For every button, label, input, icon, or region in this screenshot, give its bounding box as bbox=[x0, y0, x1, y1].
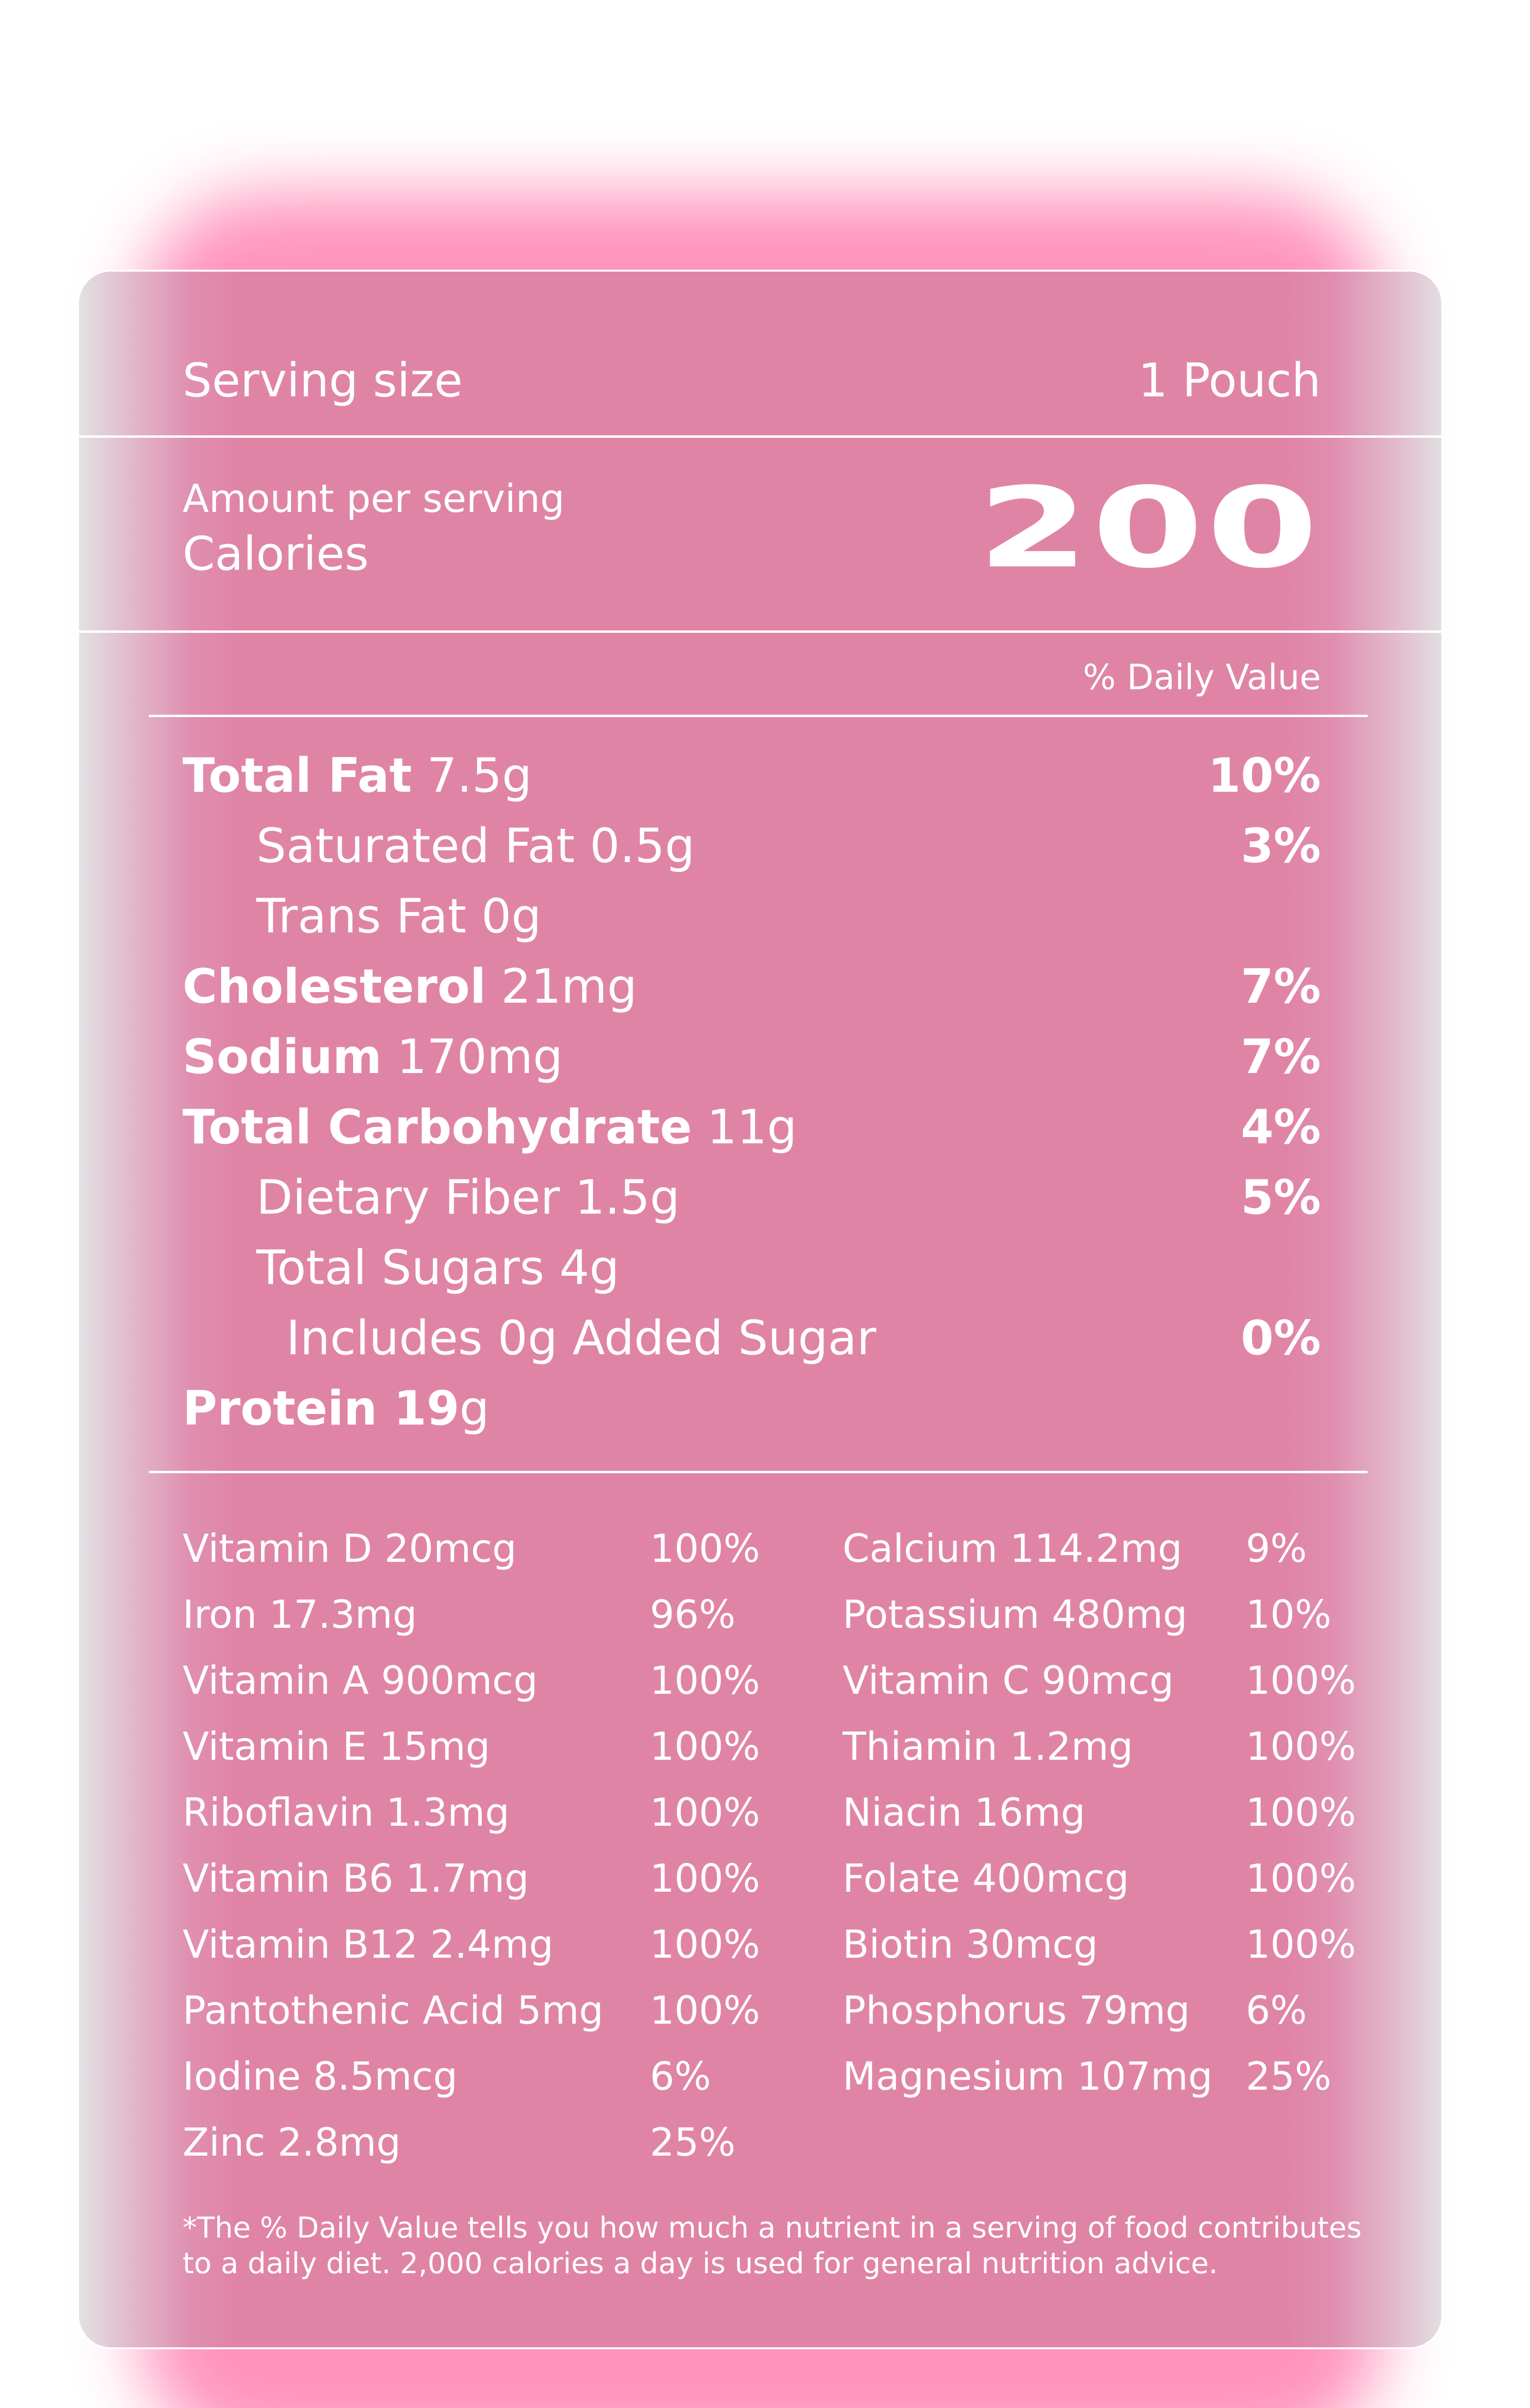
calories-label: Calories bbox=[183, 527, 369, 581]
nutrient-row-protein bbox=[183, 1381, 489, 1436]
vitamin-left-dv: 100% bbox=[650, 1790, 760, 1835]
vitamin-right-dv: 10% bbox=[1246, 1592, 1332, 1637]
vitamin-right-name: Thiamin 1.2mg bbox=[843, 1724, 1134, 1769]
nutrient-amount: 4g bbox=[559, 1241, 620, 1296]
vitamin-left-dv: 100% bbox=[650, 1922, 760, 1967]
nutrient-name: Sodium bbox=[183, 1030, 382, 1085]
nutrient-name: Protein 19 bbox=[183, 1381, 460, 1436]
divider-calories bbox=[79, 630, 1443, 633]
nutrient-amount: 21mg bbox=[501, 959, 637, 1014]
nutrient-amount: 1.5g bbox=[575, 1170, 680, 1225]
nutrient-amount: 11g bbox=[707, 1100, 797, 1155]
vitamin-right-dv: 100% bbox=[1246, 1658, 1356, 1703]
vitamin-right-dv: 100% bbox=[1246, 1724, 1356, 1769]
calories-value: 200 bbox=[977, 464, 1321, 593]
nutrient-amount: 170mg bbox=[396, 1030, 563, 1085]
nutrient-name: Cholesterol bbox=[183, 959, 486, 1014]
vitamin-left-dv: 25% bbox=[650, 2120, 736, 2165]
daily-value-header: % Daily Value bbox=[1082, 657, 1321, 697]
divider-vitamins bbox=[149, 1471, 1368, 1473]
nutrient-name: Total Carbohydrate bbox=[183, 1100, 692, 1155]
vitamin-left-dv: 100% bbox=[650, 1658, 760, 1703]
vitamin-right-dv: 100% bbox=[1246, 1922, 1356, 1967]
nutrient-dv-cholesterol: 7% bbox=[1240, 959, 1321, 1014]
vitamin-left-dv: 100% bbox=[650, 1856, 760, 1901]
nutrient-row-total-fat bbox=[183, 748, 532, 803]
vitamin-left-dv: 100% bbox=[650, 1526, 760, 1571]
vitamin-right-dv: 9% bbox=[1246, 1526, 1307, 1571]
vitamin-left-dv: 100% bbox=[650, 1724, 760, 1769]
nutrient-dv-added-sugar: 0% bbox=[1240, 1311, 1321, 1366]
footnote-line-1: *The % Daily Value tells you how much a nutrient in a serving of food contributes bbox=[183, 2211, 1362, 2245]
vitamin-right-dv: 25% bbox=[1246, 2054, 1332, 2099]
vitamin-left-name: Vitamin B6 1.7mg bbox=[183, 1856, 529, 1901]
vitamin-right-name: Folate 400mcg bbox=[843, 1856, 1129, 1901]
nutrient-row-sodium bbox=[183, 1030, 563, 1085]
vitamin-right-name: Magnesium 107mg bbox=[843, 2054, 1213, 2099]
vitamin-right-dv: 100% bbox=[1246, 1856, 1356, 1901]
serving-size-label: Serving size bbox=[183, 353, 463, 407]
divider-dv-header bbox=[149, 715, 1368, 717]
nutrition-facts-card bbox=[77, 270, 1443, 2349]
nutrient-amount: 0.5g bbox=[590, 819, 695, 874]
nutrient-amount: 0g bbox=[481, 889, 541, 944]
nutrient-name: Total Sugars bbox=[256, 1241, 544, 1296]
vitamin-right-name: Vitamin C 90mcg bbox=[843, 1658, 1174, 1703]
nutrient-name: Includes 0g Added Sugar bbox=[286, 1311, 876, 1366]
vitamin-left-name: Riboflavin 1.3mg bbox=[183, 1790, 510, 1835]
vitamin-right-name: Phosphorus 79mg bbox=[843, 1988, 1190, 2033]
nutrient-dv-saturated-fat: 3% bbox=[1240, 819, 1321, 874]
nutrient-dv-total-fat: 10% bbox=[1208, 748, 1321, 803]
vitamin-right-name: Potassium 480mg bbox=[843, 1592, 1187, 1637]
nutrient-name: Dietary Fiber bbox=[256, 1170, 560, 1225]
vitamin-right-name: Biotin 30mcg bbox=[843, 1922, 1098, 1967]
vitamin-right-dv: 6% bbox=[1246, 1988, 1307, 2033]
vitamin-left-name: Vitamin B12 2.4mg bbox=[183, 1922, 554, 1967]
nutrient-amount: 7.5g bbox=[427, 748, 532, 803]
footnote-line-2: to a daily diet. 2,000 calories a day is used for general nutrition advice. bbox=[183, 2247, 1218, 2280]
vitamin-right-name: Calcium 114.2mg bbox=[843, 1526, 1183, 1571]
vitamin-right-name: Niacin 16mg bbox=[843, 1790, 1085, 1835]
nutrient-name: Total Fat bbox=[183, 748, 412, 803]
nutrient-row-trans-fat bbox=[256, 889, 541, 944]
nutrient-row-total-sugars bbox=[256, 1241, 620, 1296]
nutrient-dv-sodium: 7% bbox=[1240, 1030, 1321, 1085]
vitamin-left-dv: 6% bbox=[650, 2054, 711, 2099]
nutrient-name: Trans Fat bbox=[256, 889, 466, 944]
vitamin-left-name: Vitamin E 15mg bbox=[183, 1724, 490, 1769]
nutrient-amount: g bbox=[459, 1381, 489, 1436]
nutrient-row-added-sugar bbox=[286, 1311, 876, 1366]
vitamin-left-name: Iodine 8.5mcg bbox=[183, 2054, 458, 2099]
vitamin-left-name: Zinc 2.8mg bbox=[183, 2120, 401, 2165]
nutrient-row-total-carbohydrate bbox=[183, 1100, 797, 1155]
vitamin-left-name: Vitamin D 20mcg bbox=[183, 1526, 517, 1571]
vitamin-left-dv: 100% bbox=[650, 1988, 760, 2033]
nutrient-dv-total-carbohydrate: 4% bbox=[1240, 1100, 1321, 1155]
vitamin-left-dv: 96% bbox=[650, 1592, 736, 1637]
amount-per-serving-label: Amount per serving bbox=[183, 476, 565, 521]
vitamin-left-name: Iron 17.3mg bbox=[183, 1592, 417, 1637]
daily-value-footnote bbox=[183, 2210, 1397, 2281]
vitamin-left-name: Pantothenic Acid 5mg bbox=[183, 1988, 604, 2033]
divider-serving bbox=[79, 435, 1443, 438]
nutrient-row-cholesterol bbox=[183, 959, 637, 1014]
nutrient-name: Saturated Fat bbox=[256, 819, 575, 874]
nutrient-row-dietary-fiber bbox=[256, 1170, 680, 1225]
vitamin-left-name: Vitamin A 900mcg bbox=[183, 1658, 538, 1703]
vitamin-right-dv: 100% bbox=[1246, 1790, 1356, 1835]
calories-value-wrap bbox=[977, 464, 1321, 593]
nutrient-dv-dietary-fiber: 5% bbox=[1240, 1170, 1321, 1225]
nutrient-row-saturated-fat bbox=[256, 819, 695, 874]
serving-size-value: 1 Pouch bbox=[1138, 353, 1321, 407]
